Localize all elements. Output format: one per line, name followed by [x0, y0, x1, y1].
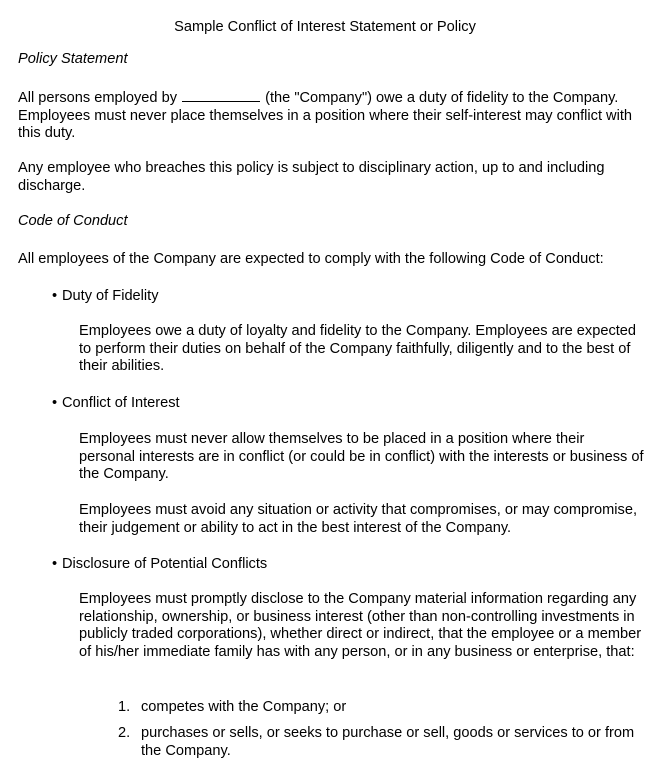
company-name-blank: [182, 89, 260, 102]
employer-lead-text: All persons employed by: [18, 90, 177, 106]
policy-statement-heading: Policy Statement: [18, 51, 128, 67]
code-of-conduct-heading: Code of Conduct: [18, 213, 128, 229]
bullet-icon: •: [52, 288, 58, 304]
list-item: [118, 725, 638, 760]
section-heading-disclosure: [52, 556, 267, 574]
duty-of-fidelity-paragraph: Employees owe a duty of loyalty and fidelity to the Company. Employees are expected to perform their duties on behalf of the Company faithfully, diligently and to the best of their abilities.: [79, 323, 637, 375]
list-number: 2.: [118, 725, 131, 741]
conflict-of-interest-paragraph-1: Employees must never allow themselves to be placed in a position where their personal interests are in conflict (or could be in conflict) with the interests or business of the Company.: [79, 431, 644, 483]
list-number: 1.: [118, 699, 131, 715]
policy-statement-paragraph-1: [18, 89, 643, 143]
code-of-conduct-intro: All employees of the Company are expected to comply with the following Code of Conduct:: [18, 251, 604, 267]
disclosure-paragraph: Employees must promptly disclose to the Company material information regarding any relationship, ownership, or business interest (other than non-controlling investments in publicly traded corporations), whether direct or indirect, that the employee or a member of his/her immediate family has with any person, or in any business or enterprise, that:: [79, 591, 642, 661]
policy-statement-paragraph-2: Any employee who breaches this policy is subject to disciplinary action, up to and including discharge.: [18, 160, 605, 194]
list-item: [118, 699, 638, 717]
employer-rest-text: (the "Company") owe a duty of fidelity to the Company. Employees must never place themselves in a position where their self-interest may conflict with this duty.: [18, 90, 633, 142]
section-title: Conflict of Interest: [62, 395, 180, 411]
conflict-of-interest-paragraph-2: Employees must avoid any situation or activity that compromises, or may compromise, their judgement or ability to act in the best interest of the Company.: [79, 502, 638, 536]
list-text: purchases or sells, or seeks to purchase or sell, goods or services to or from the Company.: [141, 725, 635, 759]
document-title: Sample Conflict of Interest Statement or Policy: [174, 19, 476, 35]
bullet-icon: •: [52, 556, 58, 572]
section-heading-duty-of-fidelity: [52, 288, 159, 306]
list-text: competes with the Company; or: [141, 699, 347, 715]
section-title: Duty of Fidelity: [62, 288, 159, 304]
bullet-icon: •: [52, 395, 58, 411]
section-heading-conflict-of-interest: [52, 395, 180, 413]
section-title: Disclosure of Potential Conflicts: [62, 556, 268, 572]
